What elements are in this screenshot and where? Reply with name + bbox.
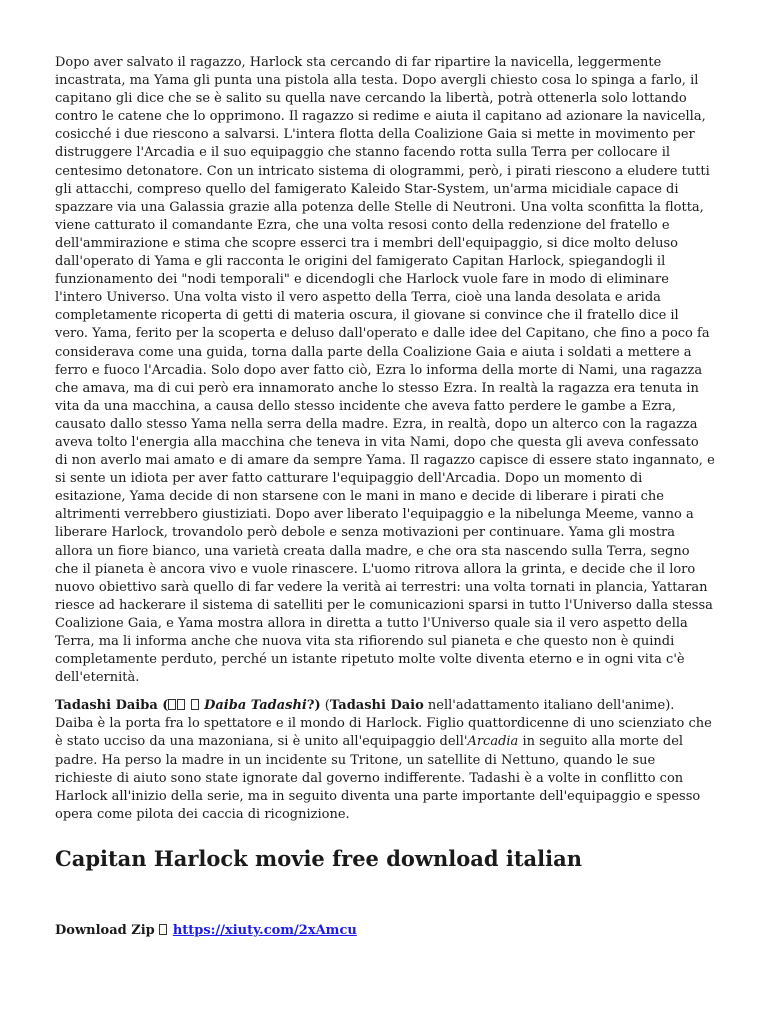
download-arrow-icon bbox=[159, 924, 167, 935]
missing-glyph-icon bbox=[168, 699, 176, 710]
download-line bbox=[55, 922, 715, 940]
download-link[interactable]: https://xiuty.com/2xAmcu bbox=[172, 922, 357, 938]
space-paren: ( bbox=[320, 698, 330, 714]
romaji-suffix: ?) bbox=[306, 698, 321, 714]
document-page bbox=[55, 54, 715, 940]
open-paren: ( bbox=[157, 698, 169, 714]
character-description-rest: in seguito alla morte del padre. Ha perso la madre in un incidente su Tritone, un satellite di Nettuno, quando le sue richieste di aiuto sono state ignorate dal governo indifferente. Tadashi è a volte in conflitto con Harlock all'inizio della serie, ma in seguito diventa una parte importante dell'equipaggio e spesso opera come pilota dei caccia di ricognizione. bbox=[55, 734, 701, 822]
character-paragraph bbox=[55, 697, 715, 824]
character-description: nell'adattamento italiano dell'anime). Daiba è la porta fra lo spettatore e il mondo di Harlock. Figlio quattordicenne di uno scienziato che è stato ucciso da una mazoniana, si è unito all'equipaggio dell' bbox=[55, 698, 712, 750]
character-name: Tadashi Daiba bbox=[55, 698, 158, 714]
missing-glyph-icon bbox=[177, 699, 185, 710]
character-romaji: Daiba Tadashi bbox=[199, 698, 307, 714]
download-label: Download Zip bbox=[55, 922, 160, 938]
page-heading: Capitan Harlock movie free download italian bbox=[55, 845, 582, 871]
italian-name: Tadashi Daio bbox=[329, 698, 424, 714]
ship-name: Arcadia bbox=[467, 734, 519, 750]
plot-paragraph: Dopo aver salvato il ragazzo, Harlock sta cercando di far ripartire la navicella, leggermente incastrata, ma Yama gli punta una pistola alla testa. Dopo avergli chiesto cosa lo spinga a farlo, il capitano gli dice che se è salito su quella nave cercando la libertà, potrà ottenerla solo lottando contro le catene che lo opprimono. Il ragazzo si redime e aiuta il capitano ad azionare la navicella, cosicché i due riescono a salvarsi. L'intera flotta della Coalizione Gaia si mette in movimento per distruggere l'Arcadia e il suo equipaggio che stanno facendo rotta sulla Terra per collocare il centesimo detonatore. Con un intricato sistema di ologrammi, però, i pirati riescono a eludere tutti gli attacchi, compreso quello del famigerato Kaleido Star-System, un'arma micidiale capace di spazzare via una Galassia grazie alla potenza delle Stelle di Neutroni. Una volta sconfitta la flotta, viene catturato il comandante Ezra, che una volta resosi conto della redenzione del fratello e dell'ammirazione e stima che scopre esserci tra i membri dell'equipaggio, si dice molto deluso dall'operato di Yama e gli racconta le origini del famigerato Capitan Harlock, spiegandogli il funzionamento dei "nodi temporali" e dicendogli che Harlock vuole fare in modo di eliminare l'intero Universo. Una volta visto il vero aspetto della Terra, cioè una landa desolata e arida completamente ricoperta di getti di materia oscura, il giovane si convince che il fratello dice il vero. Yama, ferito per la scoperta e deluso dall'operato e dalle idee del Capitano, che fino a poco fa considerava come una guida, torna dalla parte della Coalizione Gaia e aiuta i soldati a mettere a ferro e fuoco l'Arcadia. Solo dopo aver fatto ciò, Ezra lo informa della morte di Nami, una ragazza che amava, ma di cui però era innamorato anche lo stesso Ezra. In realtà la ragazza era tenuta in vita da una macchina, a causa dello stesso incidente che aveva fatto perdere le gambe a Ezra, causato dallo stesso Yama nella serra della madre. Ezra, in realtà, dopo un alterco con la ragazza aveva tolto l'energia alla macchina che teneva in vita Nami, dopo che questa gli aveva confessato di non averlo mai amato e di amare da sempre Yama. Il ragazzo capisce di essere stato ingannato, e si sente un idiota per aver fatto catturare l'equipaggio dell'Arcadia. Dopo un momento di esitazione, Yama decide di non starsene con le mani in mano e decide di liberare i pirati che altrimenti verrebbero giustiziati. Dopo aver liberato l'equipaggio e la nibelunga Meeme, vanno a liberare Harlock, trovandolo però debole e senza motivazioni per continuare. Yama gli mostra allora un fiore bianco, una varietà creata dalla madre, e che ora sta nascendo sulla Terra, segno che il pianeta è ancora vivo e vuole rinascere. L'uomo ritrova allora la grinta, e decide che il loro nuovo obiettivo sarà quello di far vedere la verità ai terrestri: una volta tornati in plancia, Yattaran riesce ad hackerare il sistema di satelliti per le comunicazioni sparsi in tutto l'Universo dalla stessa Coalizione Gaia, e Yama mostra allora in diretta a tutto l'Universo quale sia il vero aspetto della Terra, ma li informa anche che nuova vita sta rifiorendo sul pianeta e che questo non è quindi completamente perduto, perché un istante ripetuto molte volte diventa eterno e in ogni vita c'è dell'eternità. bbox=[55, 55, 715, 686]
missing-glyph-icon bbox=[191, 699, 199, 710]
